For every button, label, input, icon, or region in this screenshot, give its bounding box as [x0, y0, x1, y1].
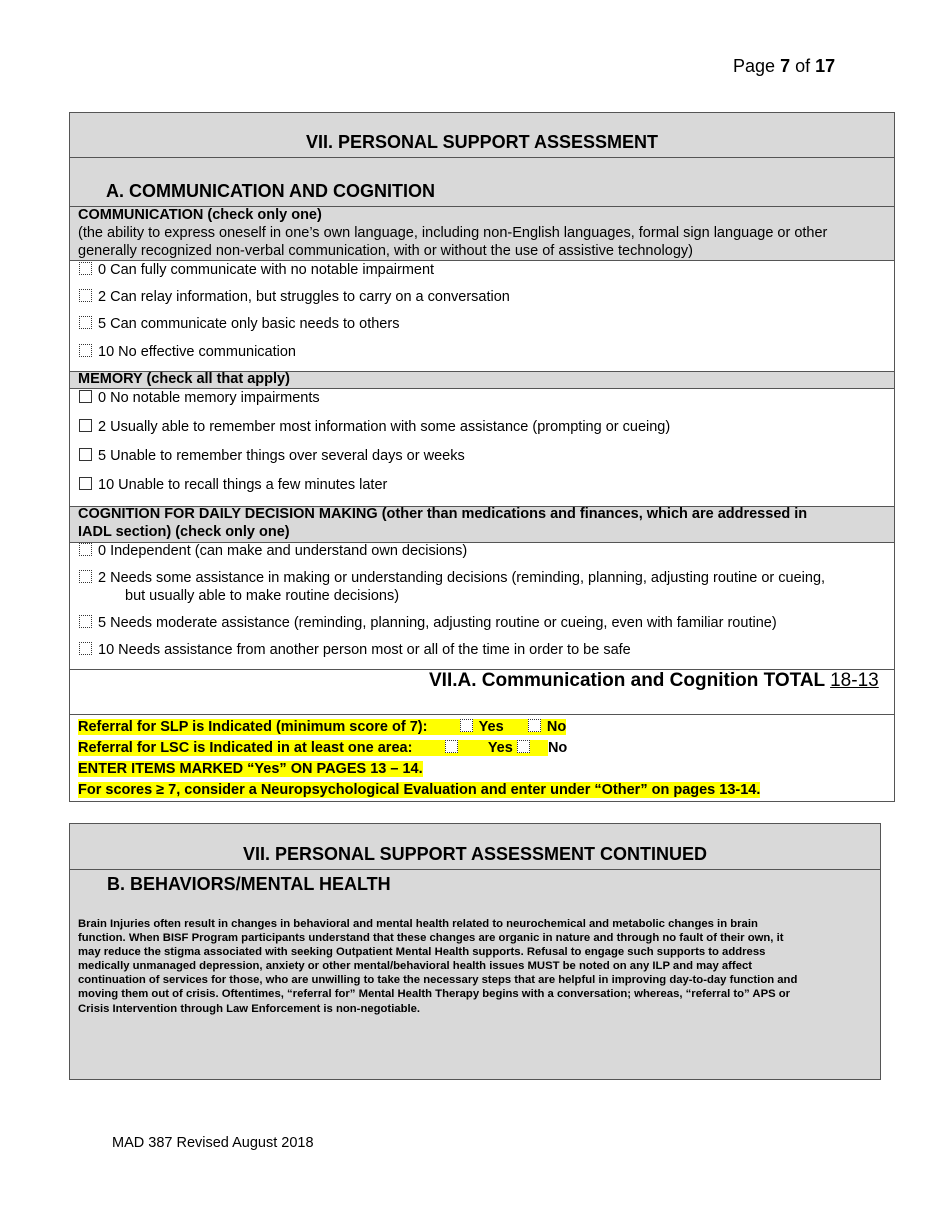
section-title: VII. PERSONAL SUPPORT ASSESSMENT [305, 132, 659, 152]
page-current: 7 [780, 56, 791, 76]
checkbox[interactable] [79, 448, 92, 461]
memory-option[interactable] [79, 419, 670, 435]
page-prefix: Page [733, 56, 776, 76]
spacer [412, 740, 444, 756]
page-of: of [795, 56, 811, 76]
referral-slp-row [78, 718, 566, 736]
checkbox[interactable] [79, 615, 92, 628]
divider [70, 260, 894, 261]
option-label: 10 No effective communication [98, 344, 297, 360]
paragraph-line: function. When BISF Program participants understand that these changes are organic in nature and through no fault of their own, it [78, 932, 784, 945]
communication-description: (the ability to express oneself in one’s own language, including non-English languages, formal sign language or other [78, 225, 828, 241]
yes-label: Yes [478, 719, 504, 735]
cognition-option-continued: but usually able to make routine decisions) [125, 588, 400, 604]
divider [70, 388, 894, 389]
yes-label: Yes [487, 740, 513, 756]
divider [70, 869, 880, 870]
memory-option[interactable] [79, 477, 387, 493]
checkbox[interactable] [79, 289, 92, 302]
cognition-option[interactable] [79, 570, 825, 586]
option-label: 2 Needs some assistance in making or understanding decisions (reminding, planning, adjusting routine or cueing, [98, 570, 826, 586]
checkbox[interactable] [517, 740, 530, 753]
checkbox[interactable] [445, 740, 458, 753]
enter-items-row [78, 760, 423, 778]
memory-option[interactable] [79, 448, 465, 464]
referral-lsc-row [78, 739, 567, 757]
option-label: 10 Unable to recall things a few minutes later [98, 477, 388, 493]
checkbox[interactable] [79, 570, 92, 583]
cognition-option[interactable] [79, 543, 467, 559]
lsc-yes-option[interactable] [445, 740, 548, 756]
no-label: No [546, 719, 567, 735]
communication-description-2: generally recognized non-verbal communication, with or without the use of assistive technology) [78, 243, 693, 259]
no-label: No [547, 740, 568, 756]
option-label: 2 Can relay information, but struggles to carry on a conversation [98, 289, 510, 305]
communication-option[interactable] [79, 344, 296, 360]
option-label: 5 Needs moderate assistance (reminding, planning, adjusting routine or cueing, even with familiar routine) [98, 615, 777, 631]
footer-revision: MAD 387 Revised August 2018 [112, 1135, 314, 1151]
checkbox[interactable] [528, 719, 541, 732]
option-label: 0 No notable memory impairments [98, 390, 320, 406]
paragraph-line: Crisis Intervention through Law Enforcement is non-negotiable. [78, 1002, 421, 1015]
checkbox[interactable] [79, 642, 92, 655]
paragraph-line: Brain Injuries often result in changes in behavioral and mental health related to neurochemical and metabolic changes in brain [78, 918, 758, 930]
option-label: 10 Needs assistance from another person most or all of the time in order to be safe [98, 642, 631, 658]
section-subtitle: B. BEHAVIORS/MENTAL HEALTH [107, 874, 391, 894]
memory-heading: MEMORY (check all that apply) [78, 371, 290, 387]
personal-support-assessment-section [69, 112, 895, 802]
paragraph-line: continuation of services for those, who are unwilling to take the necessary steps that are helpful in improving day-to-day function and [78, 974, 798, 987]
slp-no-option[interactable] [528, 719, 566, 735]
checkbox[interactable] [79, 543, 92, 556]
neuro-text: For scores ≥ 7, consider a Neuropsychological Evaluation and enter under “Other” on pages 13-14. [78, 782, 761, 798]
communication-option[interactable] [79, 316, 399, 332]
spacer [427, 719, 459, 735]
paragraph-line: may reduce the stigma associated with seeking Outpatient Mental Health supports. Refusal to engage such supports to address [78, 946, 766, 959]
cognition-heading-2: IADL section) (check only one) [78, 524, 290, 540]
checkbox[interactable] [79, 262, 92, 275]
checkbox[interactable] [79, 390, 92, 403]
checkbox[interactable] [460, 719, 473, 732]
paragraph-line: medically unmanaged depression, anxiety or other mental/behavioral health issues MUST be noted on any ILP and may affect [78, 960, 753, 973]
section-subtitle: A. COMMUNICATION AND COGNITION [106, 181, 435, 201]
checkbox[interactable] [79, 477, 92, 490]
memory-option[interactable] [79, 390, 320, 406]
slp-yes-option[interactable] [460, 719, 528, 735]
communication-heading: COMMUNICATION (check only one) [78, 207, 322, 223]
referral-slp-label: Referral for SLP is Indicated (minimum score of 7): [78, 719, 428, 735]
total-row [429, 670, 884, 692]
cognition-option[interactable] [79, 615, 777, 631]
checkbox[interactable] [79, 316, 92, 329]
option-label: 5 Can communicate only basic needs to others [98, 316, 400, 332]
page-total: 17 [815, 56, 836, 76]
option-label: 5 Unable to remember things over several days or weeks [98, 448, 465, 464]
behavior-paragraph [78, 917, 797, 1016]
page-number [733, 56, 835, 77]
communication-option[interactable] [79, 289, 510, 305]
section-title: VII. PERSONAL SUPPORT ASSESSMENT CONTINUED [242, 844, 708, 864]
cognition-heading: COGNITION FOR DAILY DECISION MAKING (other than medications and finances, which are addressed in [78, 506, 808, 522]
total-label: VII.A. Communication and Cognition TOTAL [429, 670, 825, 691]
communication-option[interactable] [79, 262, 434, 278]
enter-items-text: ENTER ITEMS MARKED “Yes” ON PAGES 13 – 14. [78, 761, 423, 777]
option-label: 0 Independent (can make and understand own decisions) [98, 543, 468, 559]
option-label: 0 Can fully communicate with no notable impairment [98, 262, 435, 278]
total-value: 18-13 [830, 670, 879, 691]
referral-lsc-label: Referral for LSC is Indicated in at least one area: [78, 740, 413, 756]
checkbox[interactable] [79, 344, 92, 357]
cognition-option[interactable] [79, 642, 631, 658]
checkbox[interactable] [79, 419, 92, 432]
neuro-row [78, 781, 760, 799]
divider [70, 714, 894, 715]
divider [70, 157, 894, 158]
behaviors-mental-health-section [69, 823, 881, 1080]
option-label: 2 Usually able to remember most information with some assistance (prompting or cueing) [98, 419, 671, 435]
paragraph-line: moving them out of crisis. Oftentimes, “referral for” Mental Health Therapy begins with a conversation; whereas, “referral to” APS or [78, 988, 791, 1001]
